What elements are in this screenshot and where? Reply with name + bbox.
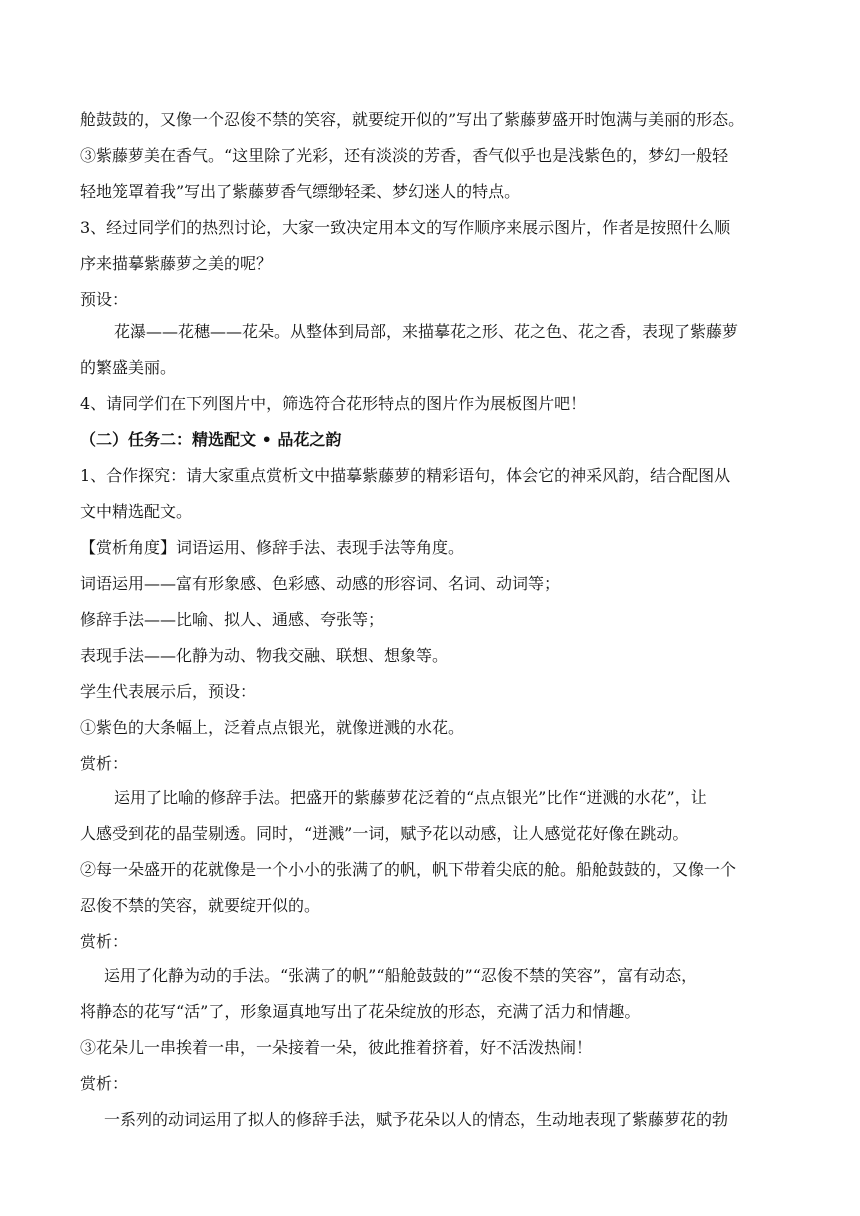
text-line: ②每一朵盛开的花就像是一个小小的张满了的帆，帆下带着尖底的舱。船舱鼓鼓的，又像一个	[80, 860, 737, 879]
text-line: 3、经过同学们的热烈讨论，大家一致决定用本文的写作顺序来展示图片，作者是按照什么顺	[80, 218, 731, 237]
text-line: 学生代表展示后，预设：	[80, 682, 257, 701]
section-heading: （二）任务二：精选配文 • 品花之韵	[80, 430, 342, 449]
text-line: 预设：	[80, 290, 129, 309]
text-line: 赏析：	[80, 754, 129, 773]
text-line: 将静态的花写“活”了，形象逼真地写出了花朵绽放的形态，充满了活力和情趣。	[80, 1002, 641, 1021]
text-line: 赏析：	[80, 932, 129, 951]
text-line: 舱鼓鼓的，又像一个忍俊不禁的笑容，就要绽开似的”写出了紫藤萝盛开时饱满与美丽的形态。	[80, 110, 745, 129]
text-line: ③花朵儿一串挨着一串，一朵接着一朵，彼此推着挤着，好不活泼热闹！	[80, 1038, 593, 1057]
text-line: 轻地笼罩着我”写出了紫藤萝香气缥缈轻柔、梦幻迷人的特点。	[80, 182, 521, 201]
text-line: 词语运用——富有形象感、色彩感、动感的形容词、名词、动词等；	[80, 574, 561, 593]
text-line: 文中精选配文。	[80, 502, 193, 521]
text-line: 1、合作探究：请大家重点赏析文中描摹紫藤萝的精彩语句，体会它的神采风韵，结合配图从	[80, 466, 731, 485]
text-line: 序来描摹紫藤萝之美的呢？	[80, 254, 273, 273]
text-line: 修辞手法——比喻、拟人、通感、夸张等；	[80, 610, 385, 629]
text-line: 4、请同学们在下列图片中，筛选符合花形特点的图片作为展板图片吧！	[80, 394, 587, 413]
text-line: 【赏析角度】词语运用、修辞手法、表现手法等角度。	[80, 538, 465, 557]
text-line: ①紫色的大条幅上，泛着点点银光，就像迸溅的水花。	[80, 718, 465, 737]
text-line: 花瀑——花穗——花朵。从整体到局部，来描摹花之形、花之色、花之香，表现了紫藤萝	[114, 322, 739, 341]
text-line: 忍俊不禁的笑容，就要绽开似的。	[80, 896, 321, 915]
text-line: 运用了比喻的修辞手法。把盛开的紫藤萝花泛着的“点点银光”比作“迸溅的水花”，让	[114, 788, 707, 807]
text-line: 人感受到花的晶莹剔透。同时，“迸溅”一词，赋予花以动感，让人感觉花好像在跳动。	[80, 824, 689, 843]
text-line: 一系列的动词运用了拟人的修辞手法，赋予花朵以人的情态，生动地表现了紫藤萝花的勃	[104, 1110, 729, 1129]
text-line: ③紫藤萝美在香气。“这里除了光彩，还有淡淡的芳香，香气似乎也是浅紫色的，梦幻一般轻	[80, 146, 729, 165]
text-line: 表现手法——化静为动、物我交融、联想、想象等。	[80, 646, 449, 665]
text-line: 运用了化静为动的手法。“张满了的帆”“船舱鼓鼓的”“忍俊不禁的笑容”，富有动态，	[104, 966, 698, 985]
text-line: 的繁盛美丽。	[80, 358, 177, 377]
text-line: 赏析：	[80, 1074, 129, 1093]
